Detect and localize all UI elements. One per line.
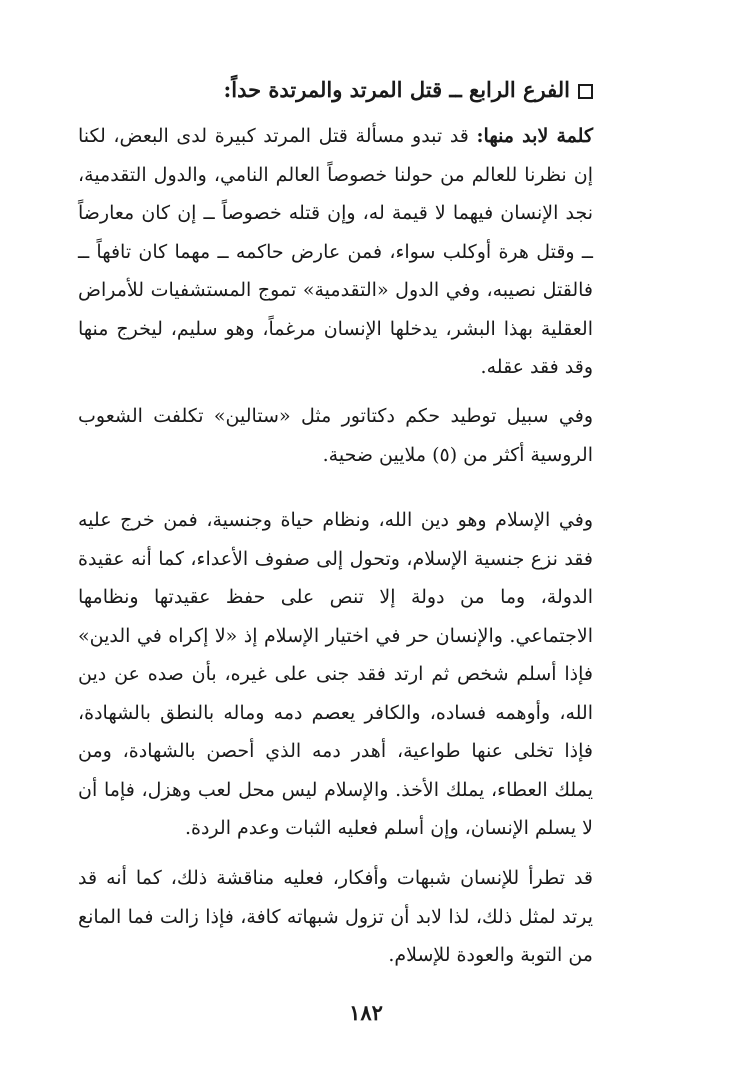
square-checkbox-icon bbox=[578, 84, 593, 99]
section-heading bbox=[78, 70, 593, 110]
paragraph-text: قد تطرأ للإنسان شبهات وأفكار، فعليه مناقشة ذلك، كما أنه قد يرتد لمثل ذلك، لذا لابد أن تزول شبهاته كافة، فإذا زالت فما المانع من التوبة والعودة للإسلام. bbox=[78, 867, 593, 966]
paragraph-text: وفي الإسلام وهو دين الله، ونظام حياة وجنسية، فمن خرج عليه فقد نزع جنسية الإسلام، وتحول إلى صفوف الأعداء، كما أنه عقيدة الدولة، وما من دولة إلا تنص على حفظ عقيدتها ونظامها الاجتماعي. والإنسان حر في اختيار الإسلام إذ «لا إكراه في الدين» فإذا أسلم شخص ثم ارتد فقد جنى على غيره، بأن صده عن دين الله، وأوهمه فساده، والكافر يعصم دمه وماله بالنطق بالشهادة، فإذا تخلى عنها طواعية، أهدر دمه الذي أحصن بالشهادة، ومن يملك العطاء، يملك الأخذ. والإسلام ليس محل لعب وهزل، فإما أن لا يسلم الإنسان، وإن أسلم فعليه الثبات وعدم الردة. bbox=[78, 509, 593, 839]
paragraph-lead: كلمة لابد منها: bbox=[476, 125, 593, 147]
paragraph-islam bbox=[78, 501, 593, 848]
page-number: ١٨٢ bbox=[349, 1000, 383, 1025]
paragraph-doubts bbox=[78, 859, 593, 975]
paragraph-text: وفي سبيل توطيد حكم دكتاتور مثل «ستالين» تكلفت الشعوب الروسية أكثر من (٥) ملايين ضحية. bbox=[78, 405, 593, 466]
section-heading-text: الفرع الرابع ــ قتل المرتد والمرتدة حداً: bbox=[223, 77, 570, 102]
paragraph-stalin bbox=[78, 397, 593, 474]
paragraph-text: قد تبدو مسألة قتل المرتد كبيرة لدى البعض، لكنا إن نظرنا للعالم من حولنا خصوصاً العالم النامي، والدول التقدمية، نجد الإنسان فيهما لا قيمة له، وإن قتله خصوصاً ــ إن كان معارضاً ــ وقتل هرة أوكلب سواء، فمن عارض حاكمه ــ مهما كان تافهاً ــ فالقتل نصيبه، وفي الدول «التقدمية» تموج المستشفيات للأمراض العقلية بهذا البشر، يدخلها الإنسان مرغماً، وهو سليم، ليخرج منها وقد فقد عقله. bbox=[78, 125, 593, 378]
paragraph-intro bbox=[78, 117, 593, 387]
